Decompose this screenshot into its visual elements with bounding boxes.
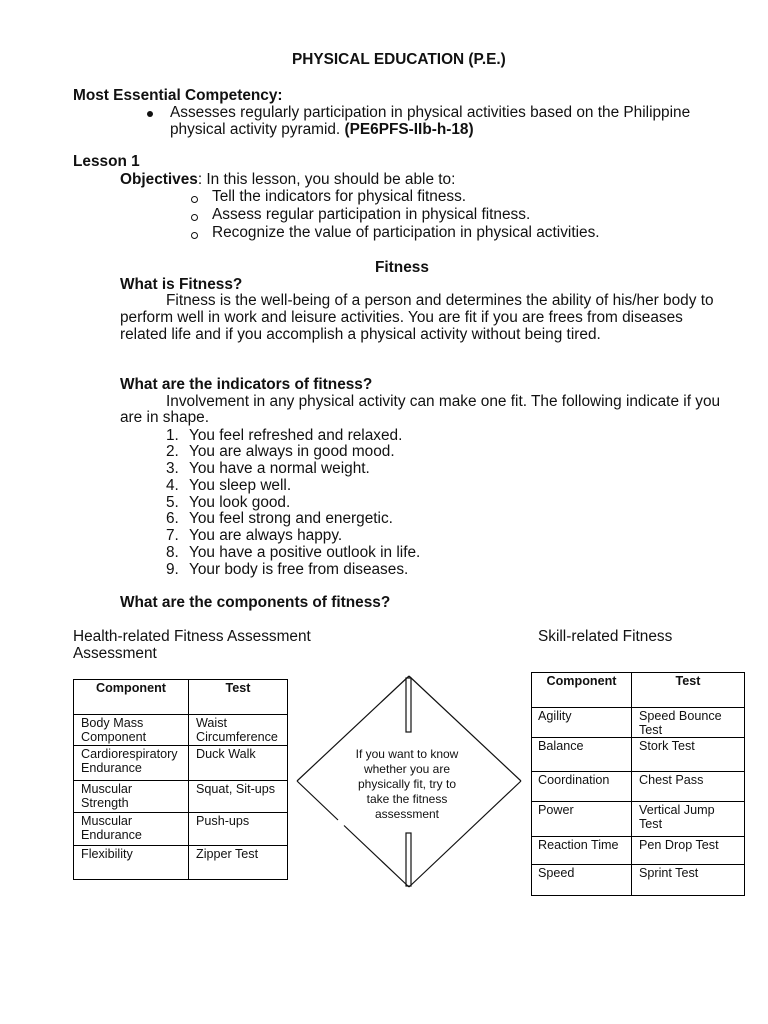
component-cell: Balance [532,738,632,772]
health-related-title-line2: Assessment [73,645,157,662]
objectives-line [120,171,455,188]
note-line: physically fit, try to [357,777,457,791]
indicator-text: You have a normal weight. [189,460,370,477]
test-cell: Zipper Test [189,846,288,880]
indicator-text: You sleep well. [189,477,292,494]
test-cell: Vertical Jump Test [632,802,745,837]
test-cell: Chest Pass [632,772,745,802]
competency-text-line2 [170,121,474,138]
test-cell: Squat, Sit-ups [189,781,288,813]
table-header-row [532,673,745,708]
table-row [74,781,288,813]
indicator-text: You feel refreshed and relaxed. [189,427,403,444]
note-line: whether you are [363,762,451,776]
indicator-number: 8. [166,544,179,561]
objectives-label: Objectives [120,171,198,188]
table-row [74,715,288,746]
bullet-icon [147,111,153,117]
definition-line: perform well in work and leisure activities. You are fit if you are frees from diseases [120,309,683,326]
table-row [74,846,288,880]
table-row [74,813,288,846]
indicator-number: 9. [166,561,179,578]
component-cell: Power [532,802,632,837]
component-cell: Agility [532,708,632,738]
indicator-text: You feel strong and energetic. [189,510,393,527]
sub-bullet-icon [191,214,198,221]
diamond-edge-bottom-left-upper [297,781,338,820]
test-cell: Sprint Test [632,865,745,896]
indicators-intro-line: Involvement in any physical activity can make one fit. The following indicate if you [166,393,721,410]
indicator-text: You have a positive outlook in life. [189,544,421,561]
indicator-number: 5. [166,494,179,511]
health-related-table [73,679,288,880]
competency-text-tail: physical activity pyramid. [170,121,341,138]
competency-code: (PE6PFS-IIb-h-18) [344,121,474,138]
table-row [532,772,745,802]
table-row [532,738,745,772]
test-cell: Speed Bounce Test [632,708,745,738]
skill-related-table [531,672,745,896]
objectives-intro: : In this lesson, you should be able to: [197,171,456,188]
indicators-heading: What are the indicators of fitness? [120,376,373,393]
component-cell: Muscular Endurance [74,813,189,846]
table-row [532,802,745,837]
sub-bullet-icon [191,232,198,239]
column-header-component: Component [532,673,632,708]
component-cell: Speed [532,865,632,896]
note-line: take the fitness [366,792,448,806]
indicator-text: You are always in good mood. [189,443,395,460]
indicator-number: 6. [166,510,179,527]
column-header-test: Test [189,680,288,715]
component-cell: Body Mass Component [74,715,189,746]
table-row [532,865,745,896]
indicator-number: 1. [166,427,179,444]
indicator-number: 7. [166,527,179,544]
lesson-heading: Lesson 1 [73,153,140,170]
component-cell: Cardiorespiratory Endurance [74,746,189,781]
note-line: assessment [374,807,440,821]
indicator-text: You are always happy. [189,527,343,544]
indicator-number: 2. [166,443,179,460]
fold-strip-top [406,678,411,732]
indicator-text: Your body is free from diseases. [189,561,409,578]
definition-line: Fitness is the well-being of a person and determines the ability of his/her body to [166,292,714,309]
table-row [74,746,288,781]
section-title-fitness: Fitness [375,259,429,276]
test-cell: Push-ups [189,813,288,846]
indicator-number: 3. [166,460,179,477]
competency-text-line1: Assesses regularly participation in physical activities based on the Philippine [170,104,691,121]
diamond-edge-bottom-left-lower [344,826,409,888]
table-row [532,708,745,738]
table-row [532,837,745,865]
component-cell: Muscular Strength [74,781,189,813]
test-cell: Pen Drop Test [632,837,745,865]
column-header-test: Test [632,673,745,708]
component-cell: Reaction Time [532,837,632,865]
component-cell: Flexibility [74,846,189,880]
note-line: If you want to know [355,747,459,761]
test-cell: Duck Walk [189,746,288,781]
objective-item: Tell the indicators for physical fitness. [212,188,467,205]
indicators-intro-line: are in shape. [120,409,209,426]
table-header-row [74,680,288,715]
fitness-assessment-note [347,747,467,822]
test-cell: Waist Circumference [189,715,288,746]
definition-line: related life and if you accomplish a physical activity without being tired. [120,326,601,343]
fold-strip-bottom [406,833,411,886]
health-related-title: Health-related Fitness Assessment [73,628,311,645]
test-cell: Stork Test [632,738,745,772]
objective-item: Assess regular participation in physical fitness. [212,206,531,223]
indicator-number: 4. [166,477,179,494]
components-heading: What are the components of fitness? [120,594,391,611]
page-title: PHYSICAL EDUCATION (P.E.) [292,51,506,68]
indicator-text: You look good. [189,494,291,511]
objective-item: Recognize the value of participation in physical activities. [212,224,600,241]
definition-heading: What is Fitness? [120,276,243,293]
column-header-component: Component [74,680,189,715]
skill-related-title: Skill-related Fitness [538,628,673,645]
competency-heading: Most Essential Competency: [73,87,283,104]
component-cell: Coordination [532,772,632,802]
sub-bullet-icon [191,196,198,203]
